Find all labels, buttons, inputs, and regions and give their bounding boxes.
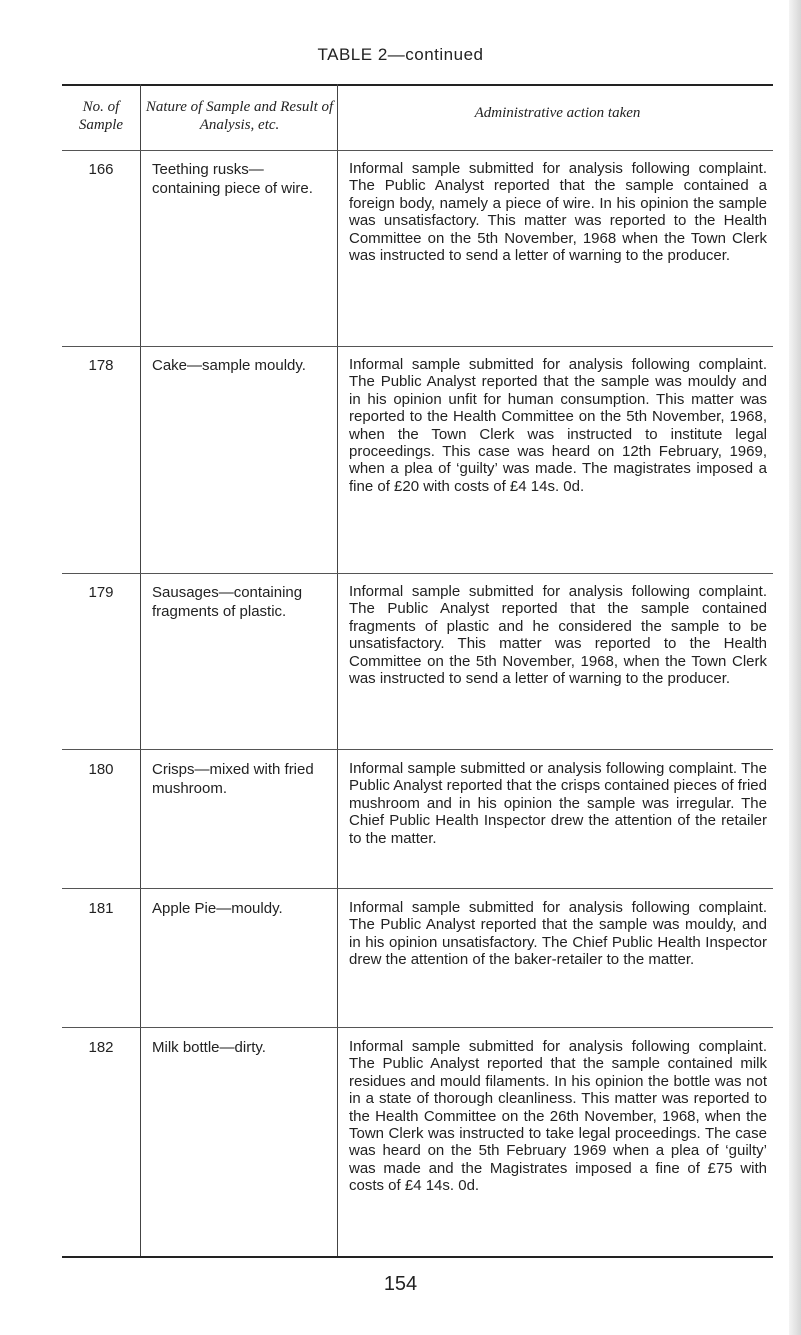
bottom-rule (62, 1256, 773, 1258)
sample-number: 182 (88, 1039, 114, 1056)
administrative-action: Informal sample submitted for analysis following complaint. The Public Analyst reported that the sample contained milk residues and mould filaments. In his opinion the bottle was not in a state of thorough cleanliness. This matter was reported to the Health Committee on the 26th November, 1968, when the Town Clerk was instructed to take legal proceedings. The case was heard on the 5th February 1969 when a plea of ‘guilty’ was made and the Magistrates imposed a fine of £75 with costs of £4 14s. 0d. (349, 1038, 767, 1195)
row-rule (62, 749, 773, 750)
header-action: Administrative action taken (474, 105, 641, 121)
sample-number: 181 (88, 900, 114, 917)
header-rule (62, 150, 773, 151)
table (62, 84, 773, 1258)
sample-number: 180 (88, 761, 114, 778)
row-rule (62, 888, 773, 889)
sample-nature: Teething rusks—containing piece of wire. (152, 161, 313, 197)
administrative-action: Informal sample submitted for analysis following complaint. The Public Analyst reported that the sample was mouldy and in his opinion unfit for human consumption. This matter was reported to the Health Committee on the 5th November, 1968, when the Town Clerk was instructed to institute legal proceedings. This case was heard on 12th February, 1969, when a plea of ‘guilty’ was made. The magistrates imposed a fine of £20 with costs of £4 14s. 0d. (349, 356, 767, 495)
header-nature: Nature of Sample and Result of Analysis, etc. (145, 99, 334, 133)
column-divider-1 (140, 84, 141, 1258)
sample-nature: Sausages—containing fragments of plastic. (152, 584, 303, 620)
administrative-action: Informal sample submitted for analysis following complaint. The Public Analyst reported that the sample contained fragments of plastic and he considered the sample to be unsatisfactory. This matter was reported to the Health Committee on the 5th November, 1968, when the Town Clerk was instructed to send a letter of warning to the producer. (349, 583, 767, 688)
administrative-action: Informal sample submitted or analysis following complaint. The Public Analyst reported that the crisps contained pieces of fried mushroom and in his opinion the sample was irregular. The Chief Public Health Inspector drew the attention of the retailer to the matter. (349, 760, 767, 847)
administrative-action: Informal sample submitted for analysis following complaint. The Public Analyst reported that the sample was mouldy, and in his opinion unsatisfactory. The Chief Public Health Inspector drew the attention of the baker-retailer to the matter. (349, 899, 767, 969)
page-number: 154 (383, 1273, 418, 1295)
column-divider-2 (337, 84, 338, 1258)
sample-nature: Apple Pie—mouldy. (152, 900, 283, 917)
row-rule (62, 573, 773, 574)
sample-number: 179 (88, 584, 114, 601)
table-title: TABLE 2—continued (317, 45, 484, 64)
sample-nature: Milk bottle—dirty. (152, 1039, 266, 1056)
sample-nature: Crisps—mixed with fried mushroom. (152, 761, 314, 797)
row-rule (62, 1027, 773, 1028)
row-rule (62, 346, 773, 347)
top-rule (62, 84, 773, 86)
sample-number: 178 (88, 357, 114, 374)
header-sample-no: No. of Sample (78, 99, 124, 133)
sample-nature: Cake—sample mouldy. (152, 357, 306, 374)
administrative-action: Informal sample submitted for analysis following complaint. The Public Analyst reported that the sample contained a foreign body, namely a piece of wire. In his opinion the sample was unsatisfactory. This matter was reported to the Health Committee on the 5th November, 1968 when the Town Clerk was instructed to send a letter of warning to the producer. (349, 160, 767, 265)
sample-number: 166 (88, 161, 114, 178)
page-edge-shadow (789, 0, 801, 1335)
